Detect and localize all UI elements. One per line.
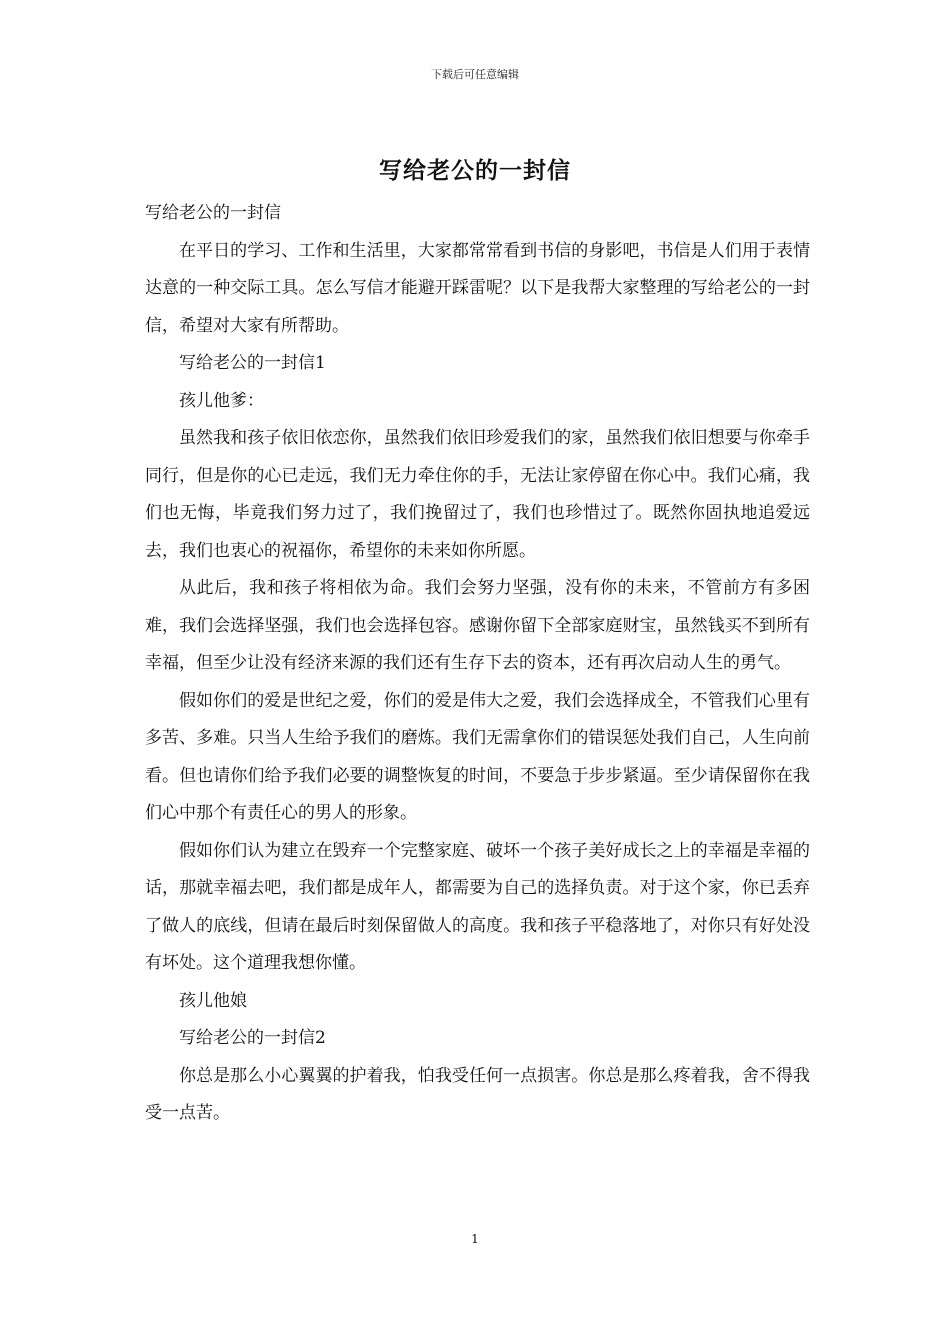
letter-1-paragraph: 假如你们认为建立在毁弃一个完整家庭、破坏一个孩子美好成长之上的幸福是幸福的话，那就幸福去吧，我们都是成年人，都需要为自己的选择负责。对于这个家，你已丢弃了做人的底线，但请在最后时刻保留做人的高度。我和孩子平稳落地了，对你只有好处没有坏处。这个道理我想你懂。 [145, 840, 810, 973]
letter-2-paragraph: 你总是那么小心翼翼的护着我，怕我受任何一点损害。你总是那么疼着我，舍不得我受一点苦。 [145, 1065, 810, 1123]
header-note: 下载后可任意编辑 [431, 68, 519, 81]
letter-1-paragraph: 虽然我和孩子依旧依恋你，虽然我们依旧珍爱我们的家，虽然我们依旧想要与你牵手同行，但是你的心已走远，我们无力牵住你的手，无法让家停留在你心中。我们心痛，我们也无悔，毕竟我们努力过了，我们挽留过了，我们也珍惜过了。既然你固执地追爱远去，我们也衷心的祝福你，希望你的未来如你所愿。 [145, 428, 810, 561]
document-body [145, 195, 810, 1133]
letter-1-heading: 写给老公的一封信1 [179, 353, 326, 373]
letter-1-salutation: 孩儿他爹： [179, 390, 264, 411]
letter-1-paragraph: 假如你们的爱是世纪之爱，你们的爱是伟大之爱，我们会选择成全，不管我们心里有多苦、多难。只当人生给予我们的磨炼。我们无需拿你们的错误惩处我们自己，人生向前看。但也请你们给予我们必要的调整恢复的时间，不要急于步步紧逼。至少请保留你在我们心中那个有责任心的男人的形象。 [145, 690, 810, 823]
paragraph-subtitle: 写给老公的一封信 [145, 203, 281, 223]
letter-1-signature: 孩儿他娘 [179, 990, 247, 1011]
document-title: 写给老公的一封信 [379, 157, 571, 184]
letter-2-heading: 写给老公的一封信2 [179, 1028, 326, 1048]
paragraph-intro: 在平日的学习、工作和生活里，大家都常常看到书信的身影吧，书信是人们用于表情达意的一种交际工具。怎么写信才能避开踩雷呢？以下是我帮大家整理的写给老公的一封信，希望对大家有所帮助。 [145, 240, 810, 336]
letter-1-paragraph: 从此后，我和孩子将相依为命。我们会努力坚强，没有你的未来，不管前方有多困难，我们会选择坚强，我们也会选择包容。感谢你留下全部家庭财宝，虽然钱买不到所有幸福，但至少让没有经济来源的我们还有生存下去的资本，还有再次启动人生的勇气。 [145, 578, 810, 673]
page-number: 1 [471, 1232, 479, 1246]
